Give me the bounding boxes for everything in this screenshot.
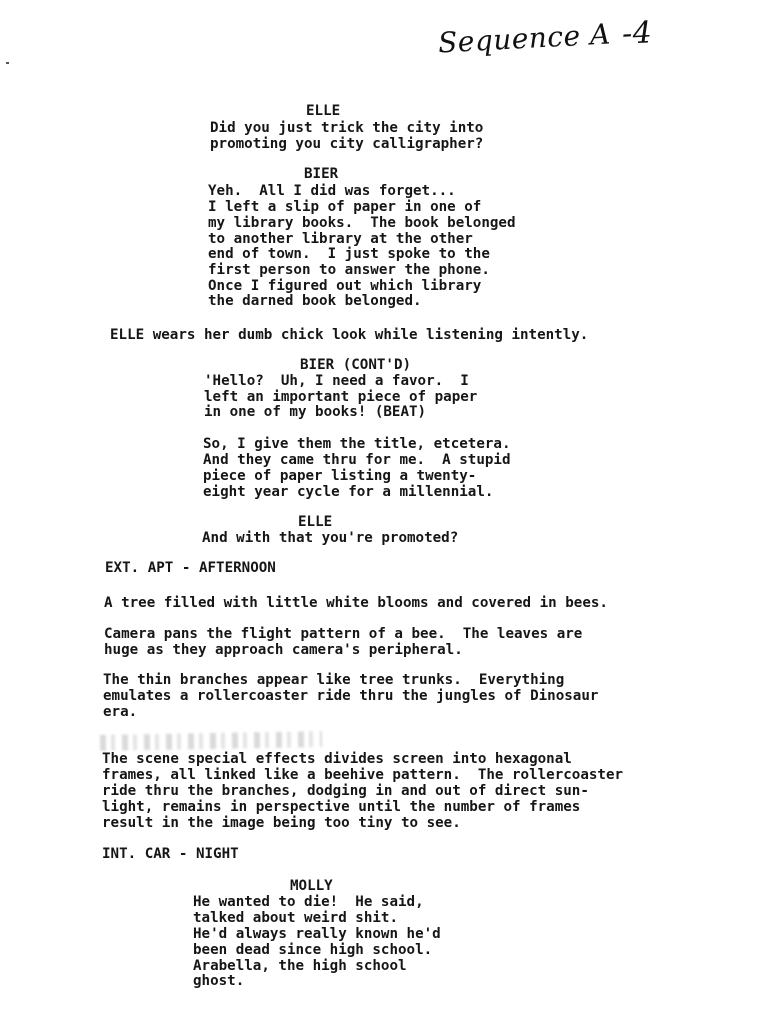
- handwritten-page-mark: -4: [621, 15, 654, 52]
- dialogue-line: Did you just trick the city into: [210, 120, 484, 136]
- dialogue-line: end of town. I just spoke to the: [208, 246, 490, 262]
- action-line: The thin branches appear like tree trunks. Everything: [103, 672, 565, 688]
- dialogue-line: promoting you city calligrapher?: [210, 136, 484, 152]
- action-line: A tree filled with little white blooms and covered in bees.: [104, 595, 608, 611]
- action-line: Camera pans the flight pattern of a bee. The leaves are: [104, 626, 583, 642]
- erased-text-smudge: [100, 731, 322, 751]
- dialogue-line: been dead since high school.: [193, 942, 433, 958]
- scene-heading: INT. CAR - NIGHT: [102, 846, 239, 862]
- handwritten-sequence-label: Sequence A: [437, 17, 612, 60]
- dialogue-line: to another library at the other: [208, 231, 473, 247]
- dialogue-line: Arabella, the high school: [193, 958, 407, 974]
- character-cue-bier: BIER: [304, 166, 339, 182]
- dialogue-line: ghost.: [193, 973, 245, 989]
- scene-heading: EXT. APT - AFTERNOON: [105, 560, 276, 576]
- action-line: The scene special effects divides screen into hexagonal: [102, 751, 572, 767]
- paper-speck: [6, 62, 9, 64]
- dialogue-line: in one of my books! (BEAT): [204, 404, 427, 420]
- dialogue-line: the darned book belonged.: [208, 293, 422, 309]
- dialogue-line: left an important piece of paper: [204, 389, 478, 405]
- dialogue-line: He'd always really known he'd: [193, 926, 441, 942]
- dialogue-line: eight year cycle for a millennial.: [203, 484, 494, 500]
- action-line: ELLE wears her dumb chick look while listening intently.: [110, 327, 589, 343]
- dialogue-line: I left a slip of paper in one of: [208, 199, 482, 215]
- dialogue-line: He wanted to die! He said,: [193, 894, 424, 910]
- action-line: ride thru the branches, dodging in and out of direct sun-: [102, 783, 589, 799]
- dialogue-line: 'Hello? Uh, I need a favor. I: [204, 373, 469, 389]
- action-line: light, remains in perspective until the number of frames: [102, 799, 581, 815]
- character-cue-elle: ELLE: [306, 103, 341, 119]
- dialogue-line: talked about weird shit.: [193, 910, 398, 926]
- action-line: result in the image being too tiny to see.: [102, 815, 461, 831]
- action-line: frames, all linked like a beehive pattern. The rollercoaster: [102, 767, 624, 783]
- dialogue-line: So, I give them the title, etcetera.: [203, 436, 511, 452]
- dialogue-line: Yeh. All I did was forget...: [208, 183, 456, 199]
- action-line: era.: [103, 704, 138, 720]
- dialogue-line: piece of paper listing a twenty-: [203, 468, 477, 484]
- character-cue-bier-contd: BIER (CONT'D): [300, 357, 412, 373]
- dialogue-line: And they came thru for me. A stupid: [203, 452, 511, 468]
- dialogue-line: first person to answer the phone.: [208, 262, 490, 278]
- character-cue-molly: MOLLY: [290, 878, 333, 894]
- dialogue-line: my library books. The book belonged: [208, 215, 516, 231]
- action-line: huge as they approach camera's peripheral.: [104, 642, 463, 658]
- action-line: emulates a rollercoaster ride thru the jungles of Dinosaur: [103, 688, 599, 704]
- dialogue-line: Once I figured out which library: [208, 278, 482, 294]
- character-cue-elle: ELLE: [298, 514, 333, 530]
- dialogue-line: And with that you're promoted?: [202, 530, 459, 546]
